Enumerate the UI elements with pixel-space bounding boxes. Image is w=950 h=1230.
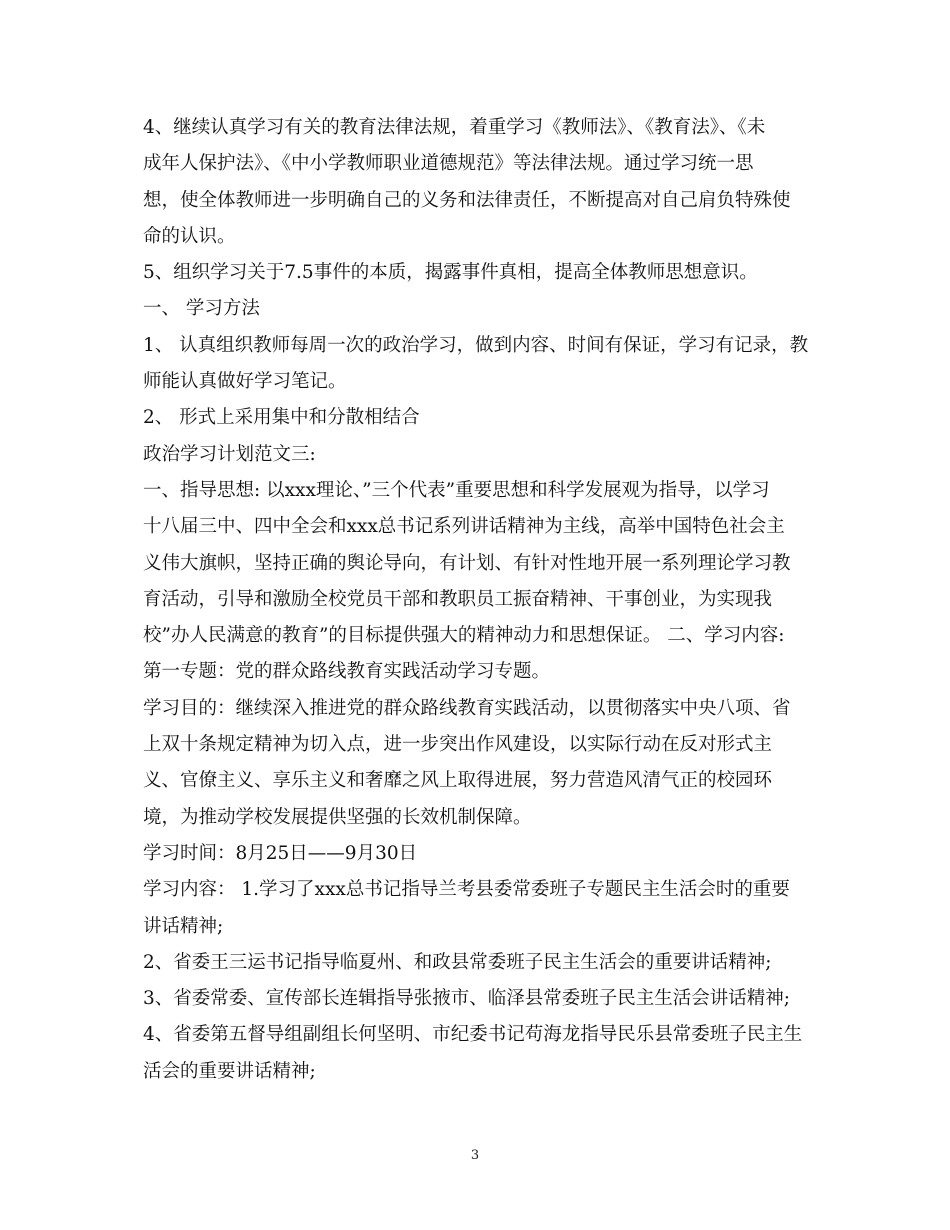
text-line: 育活动，引导和激励全校党员干部和教职员工振奋精神、干事创业，为实现我 (143, 588, 773, 610)
text-line: 义伟大旗帜，坚持正确的舆论导向，有计划、有针对性地开展一系列理论学习教 (143, 552, 791, 574)
text-line: 成年人保护法》、《中小学教师职业道德规范》等法律法规。通过学习统一思 (143, 153, 754, 175)
text-line: 2、省委王三运书记指导临夏州、和政县常委班子民主生活会的重要讲话精神; (143, 951, 772, 973)
text-line: 4、继续认真学习有关的教育法律法规，着重学习《教师法》、《教育法》、《未 (143, 117, 766, 138)
page-number: 3 (470, 1148, 480, 1163)
text-line: 学习时间：8月25日——9月30日 (143, 842, 418, 864)
text-line: 学习内容： 1.学习了xxx总书记指导兰考县委常委班子专题民主生活会时的重要 (143, 879, 790, 901)
text-line: 师能认真做好学习笔记。 (143, 371, 347, 393)
text-line: 活会的重要讲话精神; (143, 1060, 316, 1082)
text-line: 讲话精神; (143, 915, 224, 937)
document-body (143, 110, 843, 1090)
text-line: 想，使全体教师进一步明确自己的义务和法律责任，不断提高对自己肩负特殊使 (143, 189, 791, 211)
text-line: 校”办人民满意的教育”的目标提供强大的精神动力和思想保证。 二、学习内容: (143, 625, 785, 647)
section-heading: 一、 学习方法 (143, 298, 260, 320)
text-line: 1、 认真组织教师每周一次的政治学习，做到内容、时间有保证，学习有记录，教 (143, 334, 809, 356)
text-line: 2、 形式上采用集中和分散相结合 (143, 407, 420, 429)
text-line: 4、省委第五督导组副组长何坚明、市纪委书记苟海龙指导民乐县常委班子民主生 (143, 1024, 803, 1046)
text-line: 命的认识。 (143, 225, 236, 247)
text-line: 第一专题：党的群众路线教育实践活动学习专题。 (143, 661, 551, 683)
text-line: 上双十条规定精神为切入点，进一步突出作风建设，以实际行动在反对形式主 (143, 734, 773, 756)
section-heading: 政治学习计划范文三: (143, 443, 316, 465)
text-line: 学习目的：继续深入推进党的群众路线教育实践活动，以贯彻落实中央八项、省 (143, 697, 791, 719)
text-line: 3、省委常委、宣传部长连辑指导张掖市、临泽县常委班子民主生活会讲话精神; (143, 988, 791, 1010)
text-line: 十八届三中、四中全会和xxx总书记系列讲话精神为主线，高举中国特色社会主 (143, 516, 785, 538)
text-line: 境，为推动学校发展提供坚强的长效机制保障。 (143, 806, 532, 828)
text-line: 5、组织学习关于7.5事件的本质，揭露事件真相，提高全体教师思想意识。 (143, 262, 758, 284)
text-line: 义、官僚主义、享乐主义和奢靡之风上取得进展，努力营造风清气正的校园环 (143, 770, 773, 792)
text-line: 一、指导思想: 以xxx理论、”三个代表”重要思想和科学发展观为指导，以学习 (143, 479, 770, 501)
